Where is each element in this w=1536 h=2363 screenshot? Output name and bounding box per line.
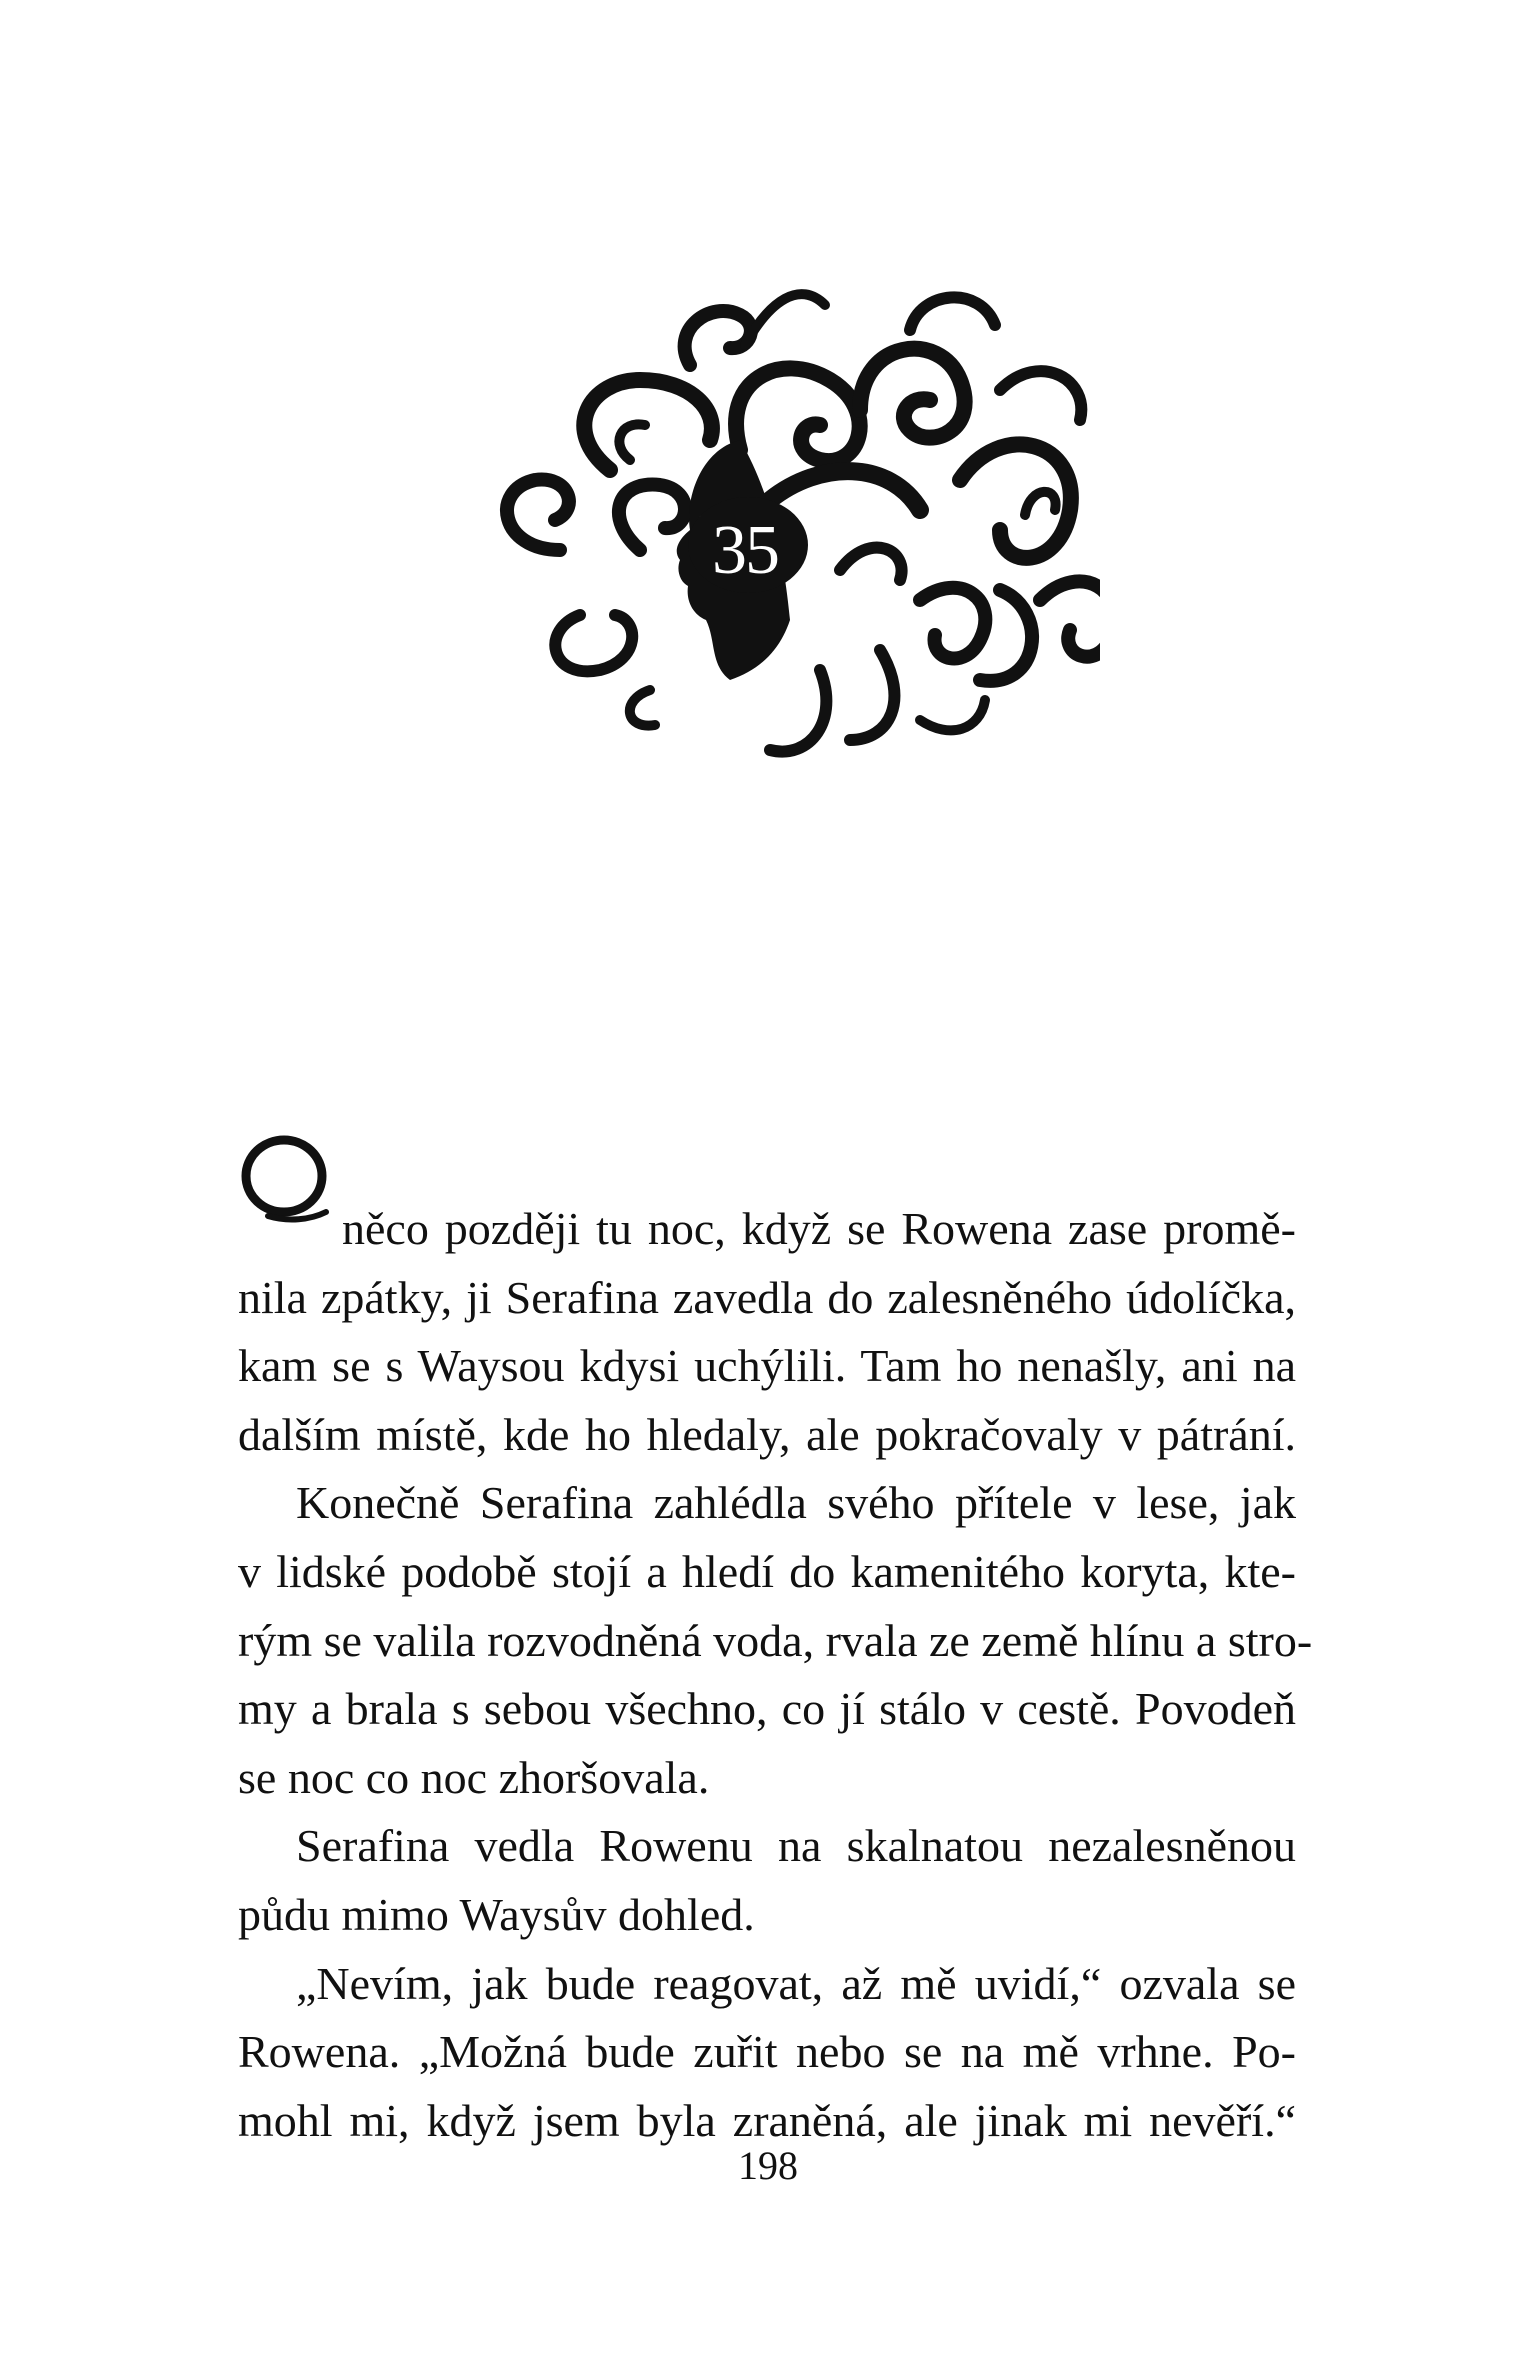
text-line: „Nevím, jak bude reagovat, až mě uvidí,“ ozvala se [296, 1957, 1296, 2009]
chapter-body [238, 1195, 1313, 2155]
paragraph [238, 1469, 1313, 1812]
paragraph [238, 1950, 1296, 2156]
text-line: my a brala s sebou všechno, co jí stálo v cestě. Povodeň [238, 1683, 1296, 1735]
text-line: mohl mi, když jsem byla zraněná, ale jinak mi nevěří.“ [238, 2094, 1296, 2146]
text-line: se noc co noc zhoršovala. [238, 1751, 710, 1803]
text-line: kam se s Waysou kdysi uchýlili. Tam ho nenašly, ani na [238, 1340, 1296, 1392]
text-line: rým se valila rozvodněná voda, rvala ze země hlínu a stro- [238, 1614, 1313, 1666]
chapter-number: 35 [712, 512, 778, 589]
text-line: v lidské podobě stojí a hledí do kamenitého koryta, kte- [238, 1545, 1296, 1597]
page-number: 198 [738, 2143, 798, 2188]
text-line: nila zpátky, ji Serafina zavedla do zalesněného údolíčka, [238, 1271, 1296, 1323]
paragraph [238, 1195, 1296, 1469]
text-line: Rowena. „Možná bude zuřit nebo se na mě vrhne. Po- [238, 2026, 1296, 2078]
text-line: Serafina vedla Rowenu na skalnatou nezalesněnou [296, 1820, 1296, 1872]
paragraph [238, 1812, 1296, 1949]
text-line: půdu mimo Waysův dohled. [238, 1888, 755, 1940]
text-line: něco později tu noc, když se Rowena zase promě- [342, 1203, 1296, 1254]
text-line: dalším místě, kde ho hledaly, ale pokračovaly v pátrání. [238, 1408, 1296, 1460]
text-line: Konečně Serafina zahlédla svého přítele v lese, jak [296, 1477, 1296, 1529]
